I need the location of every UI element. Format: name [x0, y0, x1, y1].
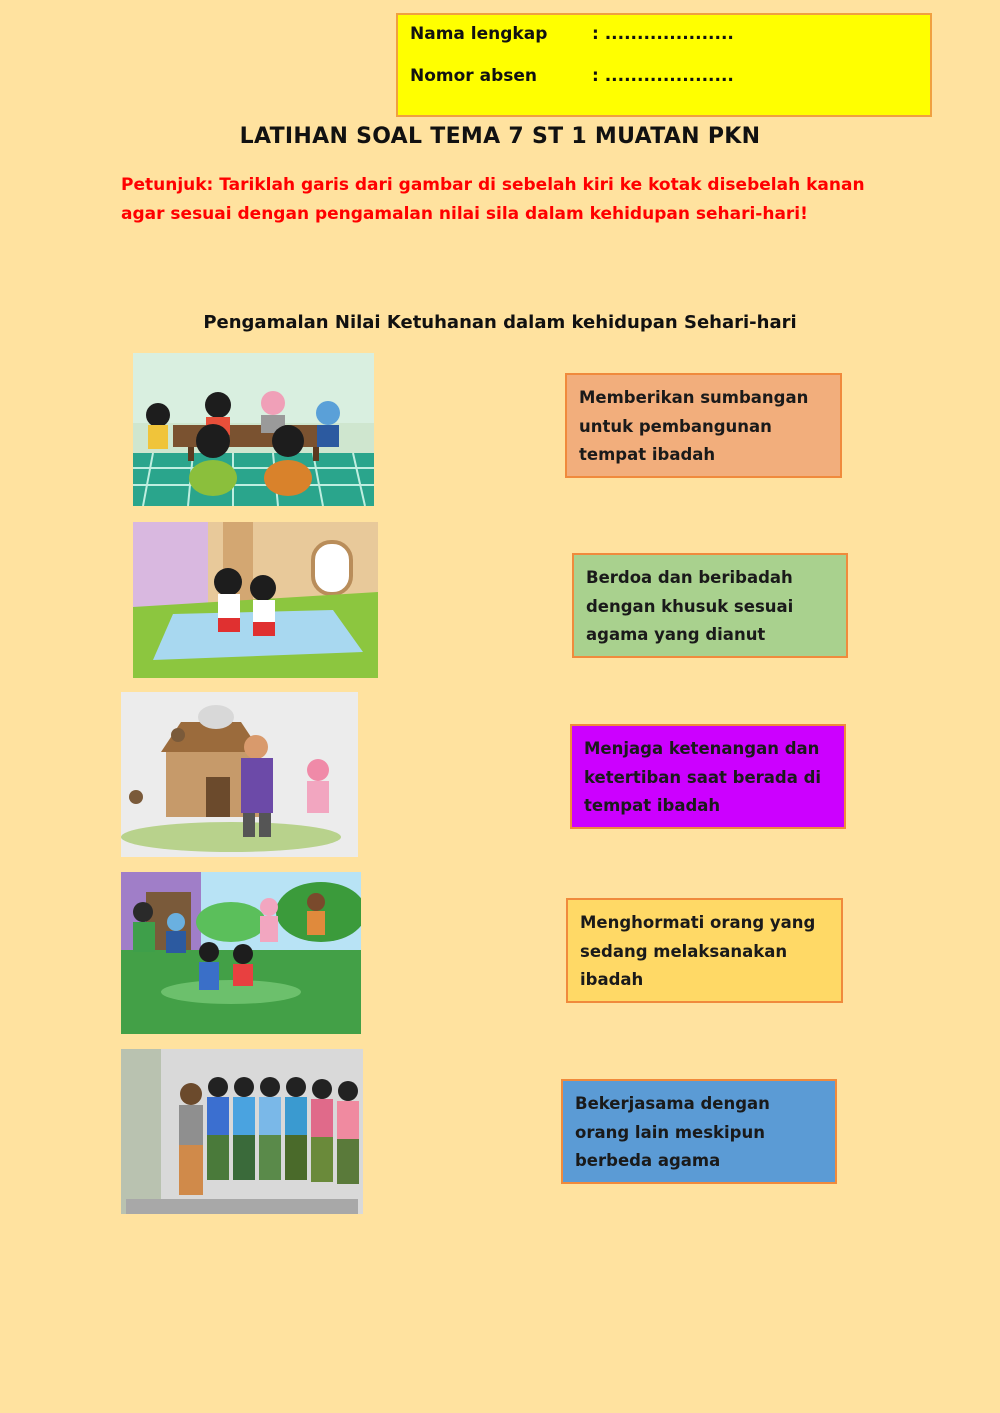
answer-card-4[interactable] — [566, 898, 843, 1003]
picture-girls-praying[interactable] — [133, 522, 378, 678]
instruction-text: Petunjuk: Tariklah garis dari gambar di sebelah kiri ke kotak disebelah kanan agar sesuai dengan pengamalan nilai sila dalam kehidupan sehari-hari! — [121, 175, 865, 224]
answer-card-2[interactable] — [572, 553, 848, 658]
student-identity-box — [396, 13, 932, 117]
name-row — [410, 24, 734, 44]
page-title: LATIHAN SOAL TEMA 7 ST 1 MUATAN PKN — [239, 124, 761, 149]
absen-row — [410, 66, 734, 86]
name-field[interactable]: : .................... — [592, 24, 734, 44]
section-subtitle: Pengamalan Nilai Ketuhanan dalam kehidupan Sehari-hari — [203, 312, 797, 333]
answer-card-3-text: Menjaga ketenangan dan ketertiban saat berada di tempat ibadah — [584, 739, 822, 815]
name-label: Nama lengkap — [410, 24, 548, 44]
picture-children-table[interactable] — [133, 353, 374, 506]
picture-children-outside[interactable] — [121, 872, 361, 1034]
answer-card-1-text: Memberikan sumbangan untuk pembangunan tempat ibadah — [579, 388, 809, 464]
answer-card-1[interactable] — [565, 373, 842, 478]
answer-card-5-text: Bekerjasama dengan orang lain meskipun berbeda agama — [575, 1094, 770, 1170]
picture-people-praying[interactable] — [121, 1049, 363, 1214]
absen-label: Nomor absen — [410, 66, 537, 86]
answer-card-2-text: Berdoa dan beribadah dengan khusuk sesuai agama yang dianut — [586, 568, 794, 644]
absen-field[interactable]: : .................... — [592, 66, 734, 86]
answer-card-4-text: Menghormati orang yang sedang melaksanakan ibadah — [580, 913, 816, 989]
answer-card-3[interactable] — [570, 724, 846, 829]
answer-card-5[interactable] — [561, 1079, 837, 1184]
picture-donation-mosque[interactable] — [121, 692, 358, 857]
